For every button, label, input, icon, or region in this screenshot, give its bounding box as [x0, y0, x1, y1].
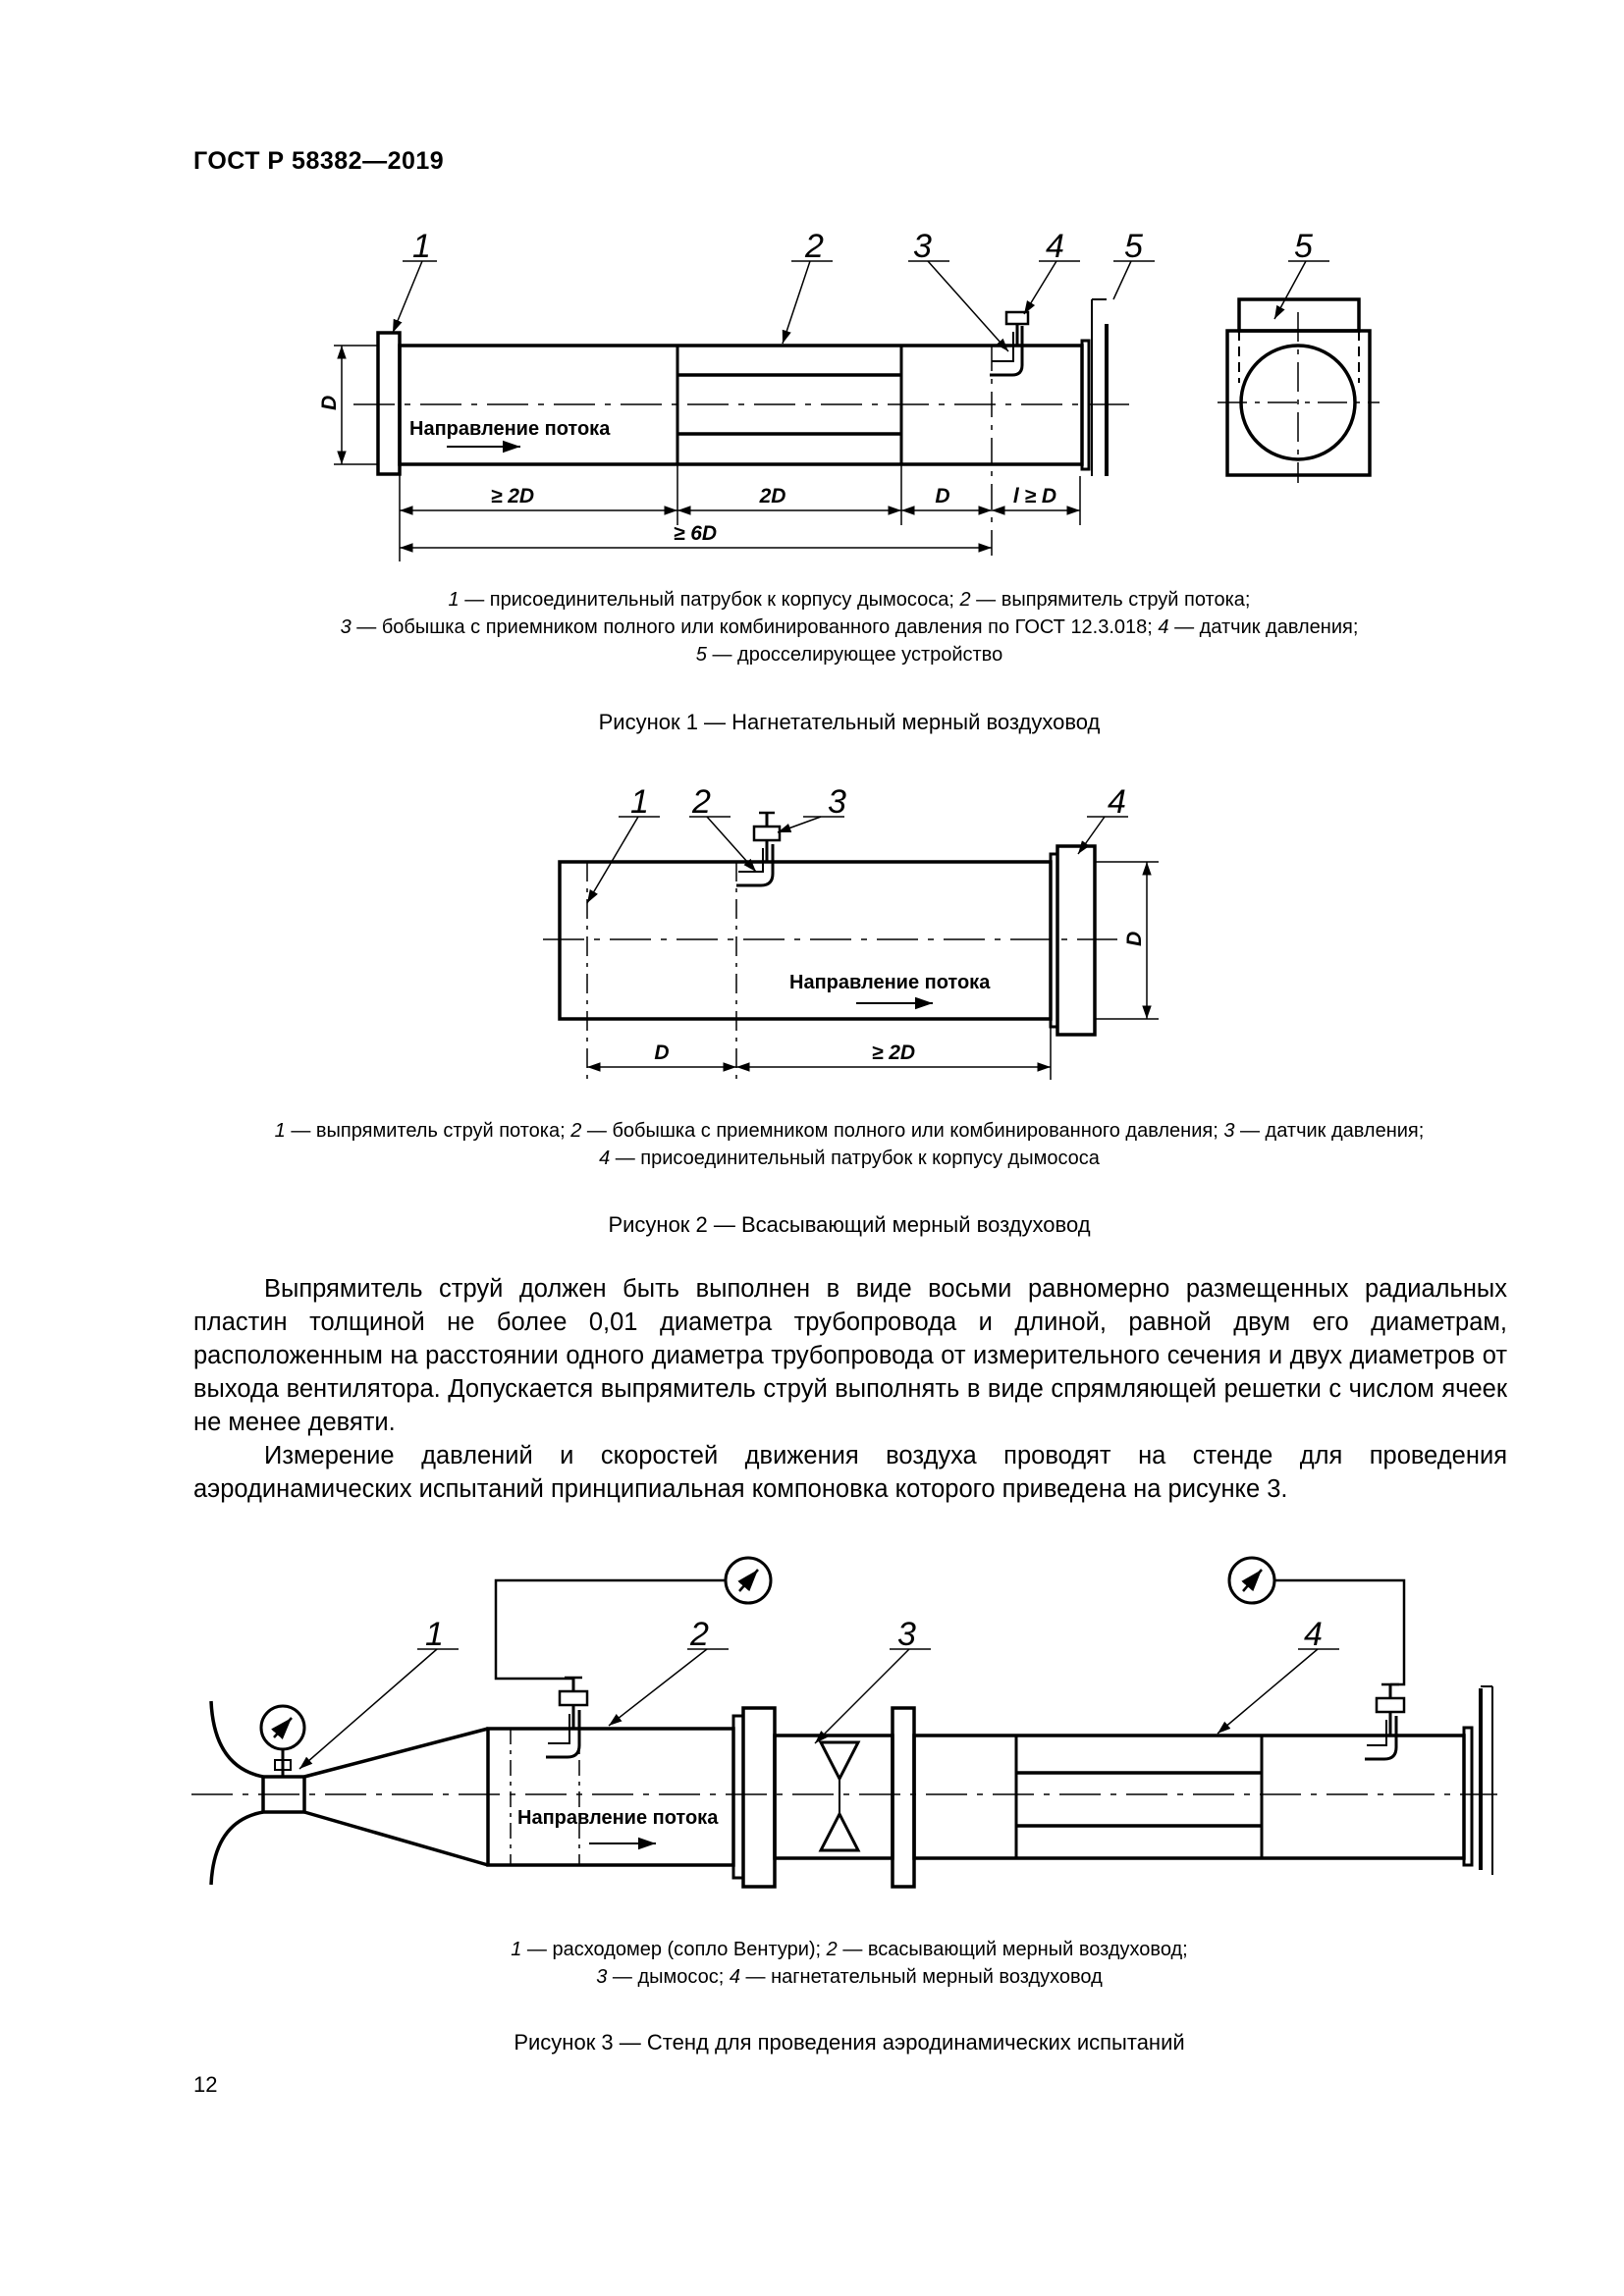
page-number: 12	[193, 2072, 218, 2097]
paragraph: Измерение давлений и скоростей движения воздуха проводят на стенде для проведения аэродинамических испытаний принципиальная компоновка которого приведена на рисунке 3.	[193, 1442, 1507, 1503]
legend-line: 1 — присоединительный патрубок к корпусу дымососа; 2 — выпрямитель струй потока;	[448, 589, 1251, 611]
fig2-label-3: 3	[828, 783, 846, 821]
fig1-dim-seg1: ≥ 2D	[490, 485, 535, 507]
body-text	[193, 1272, 1507, 1506]
fig3-flow-direction: Направление потока	[517, 1807, 719, 1829]
fig2-label-4: 4	[1108, 783, 1126, 821]
fig2-dim-d: D	[1123, 931, 1146, 946]
figure-3-legend	[196, 1936, 1502, 1991]
fig2-label-2: 2	[692, 783, 711, 821]
fig1-dim-seg4: l ≥ D	[1012, 485, 1057, 507]
figure-1-drawing	[0, 0, 1624, 589]
fig3-label-3: 3	[897, 1616, 916, 1653]
fig1-dim-d: D	[318, 395, 341, 410]
figure-2-legend	[196, 1117, 1502, 1172]
fig1-flow-direction: Направление потока	[409, 418, 611, 440]
fig1-dim-seg2: 2D	[759, 485, 786, 507]
fig1-dim-seg3: D	[935, 485, 950, 507]
legend-line: 3 — бобышка с приемником полного или комбинированного давления по ГОСТ 12.3.018; 4 — датчик давления;	[340, 616, 1359, 638]
legend-line: 1 — выпрямитель струй потока; 2 — бобышка с приемником полного или комбинированного давления; 3 — датчик давления;	[274, 1120, 1425, 1142]
fig2-label-1: 1	[630, 783, 649, 821]
document-header: ГОСТ Р 58382—2019	[193, 147, 445, 175]
fig3-label-1: 1	[425, 1616, 444, 1653]
paragraph: Выпрямитель струй должен быть выполнен в виде восьми равномерно размещенных радиальных пластин толщиной не более 0,01 диаметра трубопровода и длиной, равной двум его диаметрам, расположенным на расстоянии одного диаметра трубопровода от измерительного сечения и двух диаметров от выхода вентилятора. Допускается выпрямитель струй выполнять в виде спрямляющей решетки с числом ячеек не менее девяти.	[193, 1275, 1507, 1436]
figure-2-caption: Рисунок 2 — Всасывающий мерный воздуховод	[608, 1212, 1091, 1237]
fig2-dim-seg2: ≥ 2D	[871, 1041, 916, 1064]
fig1-label-1: 1	[412, 228, 431, 265]
fig1-dim-total: ≥ 6D	[673, 522, 718, 545]
fig1-label-5: 5	[1124, 228, 1143, 265]
fig2-flow-direction: Направление потока	[789, 972, 991, 993]
figure-1-legend	[196, 586, 1502, 668]
legend-line: 3 — дымосос; 4 — нагнетательный мерный воздуховод	[596, 1966, 1103, 1988]
fig2-dim-seg1: D	[654, 1041, 670, 1064]
fig3-label-2: 2	[690, 1616, 709, 1653]
figure-1-caption: Рисунок 1 — Нагнетательный мерный воздуховод	[598, 710, 1101, 734]
figure-2-drawing	[0, 775, 1624, 1070]
fig1-label-2: 2	[805, 228, 824, 265]
figure-3-drawing	[0, 1541, 1624, 1934]
fig1-label-5-side: 5	[1294, 228, 1313, 265]
fig1-label-4: 4	[1046, 228, 1064, 265]
figure-3-caption: Рисунок 3 — Стенд для проведения аэродинамических испытаний	[514, 2030, 1185, 2055]
fig1-label-3: 3	[913, 228, 932, 265]
legend-line: 4 — присоединительный патрубок к корпусу дымососа	[599, 1148, 1100, 1169]
legend-line: 1 — расходомер (сопло Вентури); 2 — всасывающий мерный воздуховод;	[511, 1939, 1188, 1960]
legend-line: 5 — дросселирующее устройство	[695, 644, 1003, 666]
fig3-label-4: 4	[1304, 1616, 1323, 1653]
